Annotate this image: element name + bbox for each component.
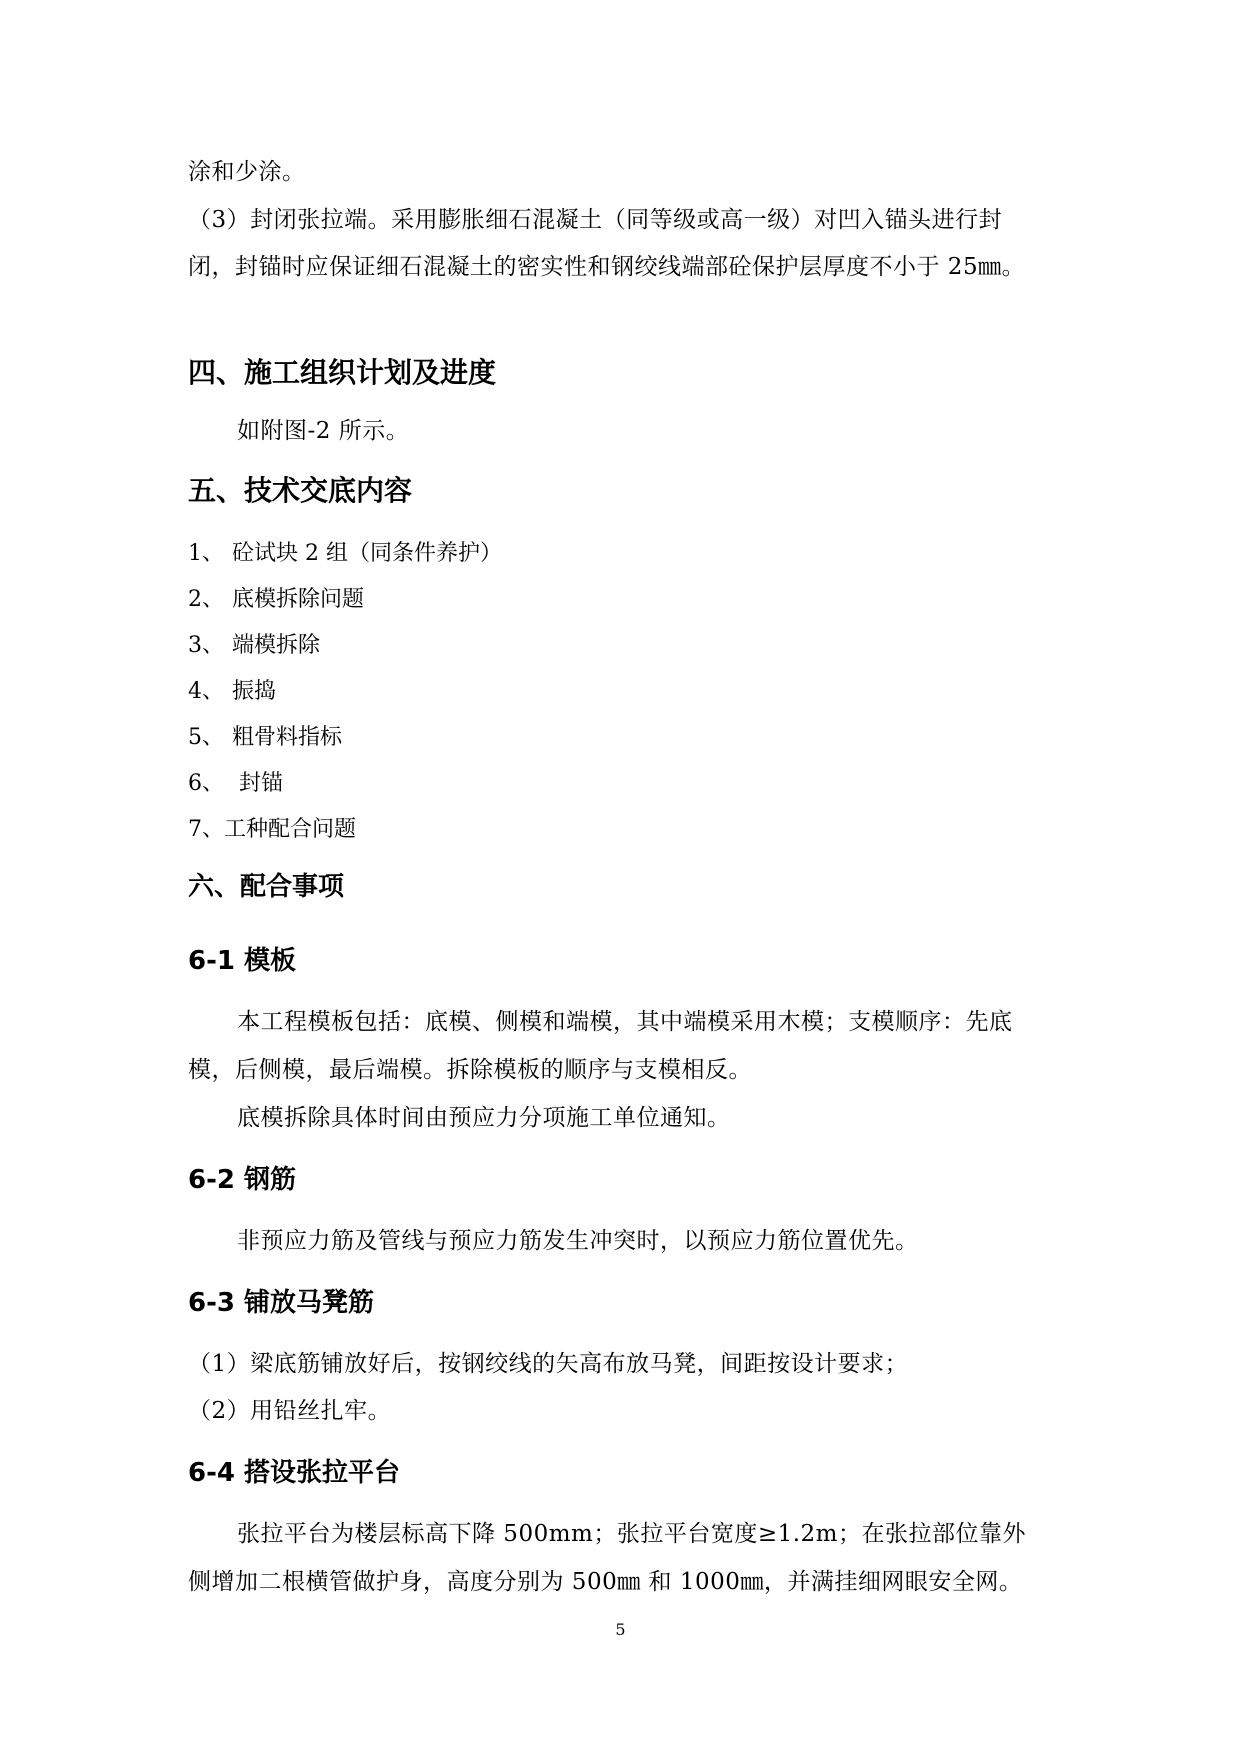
- paragraph-line: （2）用铅丝扎牢。: [188, 1398, 392, 1424]
- list-number: 5、: [188, 725, 224, 750]
- paragraph-line: 底模拆除具体时间由预应力分项施工单位通知。: [237, 1105, 731, 1131]
- paragraph-line: 非预应力筋及管线与预应力筋发生冲突时，以预应力筋位置优先。: [237, 1228, 919, 1254]
- paragraph-line: 模，后侧模，最后端模。拆除模板的顺序与支模相反。: [188, 1057, 752, 1083]
- list-text: 砼试块 2 组（同条件养护）: [232, 541, 502, 566]
- list-number: 1、: [188, 541, 224, 566]
- list-item: [188, 815, 356, 845]
- list-item: [188, 769, 283, 799]
- section-heading-4: 四、施工组织计划及进度: [188, 356, 497, 389]
- list-item: [188, 631, 320, 661]
- subsection-heading-6-4: 6-4 搭设张拉平台: [188, 1458, 401, 1488]
- list-number: 7、: [188, 817, 224, 842]
- list-number: 2、: [188, 587, 224, 612]
- list-text: 粗骨料指标: [232, 725, 343, 750]
- paragraph-line: （3）封闭张拉端。采用膨胀细石混凝土（同等级或高一级）对凹入锚头进行封: [188, 207, 1003, 233]
- list-number: 6、: [188, 771, 224, 796]
- list-item: [188, 723, 342, 753]
- list-number: 4、: [188, 679, 224, 704]
- list-item: [188, 677, 276, 707]
- subsection-heading-6-1: 6-1 模板: [188, 946, 297, 976]
- subsection-heading-6-2: 6-2 钢筋: [188, 1165, 297, 1195]
- section-heading-5: 五、技术交底内容: [188, 474, 413, 507]
- list-item: [188, 585, 364, 615]
- paragraph-line: （1）梁底筋铺放好后，按钢绞线的矢高布放马凳，间距按设计要求；: [188, 1351, 909, 1377]
- paragraph-line: 张拉平台为楼层标高下降 500mm；张拉平台宽度≥1.2m；在张拉部位靠外: [237, 1521, 1026, 1547]
- paragraph-line: 本工程模板包括：底模、侧模和端模，其中端模采用木模；支模顺序：先底: [237, 1009, 1013, 1035]
- list-text: 振捣: [232, 679, 277, 704]
- paragraph-line: 涂和少涂。: [188, 159, 306, 185]
- paragraph-line: 侧增加二根横管做护身，高度分别为 500㎜ 和 1000㎜，并满挂细网眼安全网。: [188, 1569, 1023, 1595]
- list-text: 端模拆除: [232, 633, 321, 658]
- list-text: 封锚: [232, 771, 283, 796]
- list-item: [188, 539, 502, 569]
- list-text: 底模拆除问题: [232, 587, 365, 612]
- list-number: 3、: [188, 633, 224, 658]
- section-heading-6: 六、配合事项: [188, 872, 345, 902]
- list-text: 工种配合问题: [224, 817, 357, 842]
- paragraph-line: 如附图-2 所示。: [237, 418, 410, 444]
- page-number: 5: [615, 1620, 626, 1639]
- paragraph-line: 闭，封锚时应保证细石混凝土的密实性和钢绞线端部砼保护层厚度不小于 25㎜。: [188, 254, 1026, 280]
- subsection-heading-6-3: 6-3 铺放马凳筋: [188, 1288, 375, 1318]
